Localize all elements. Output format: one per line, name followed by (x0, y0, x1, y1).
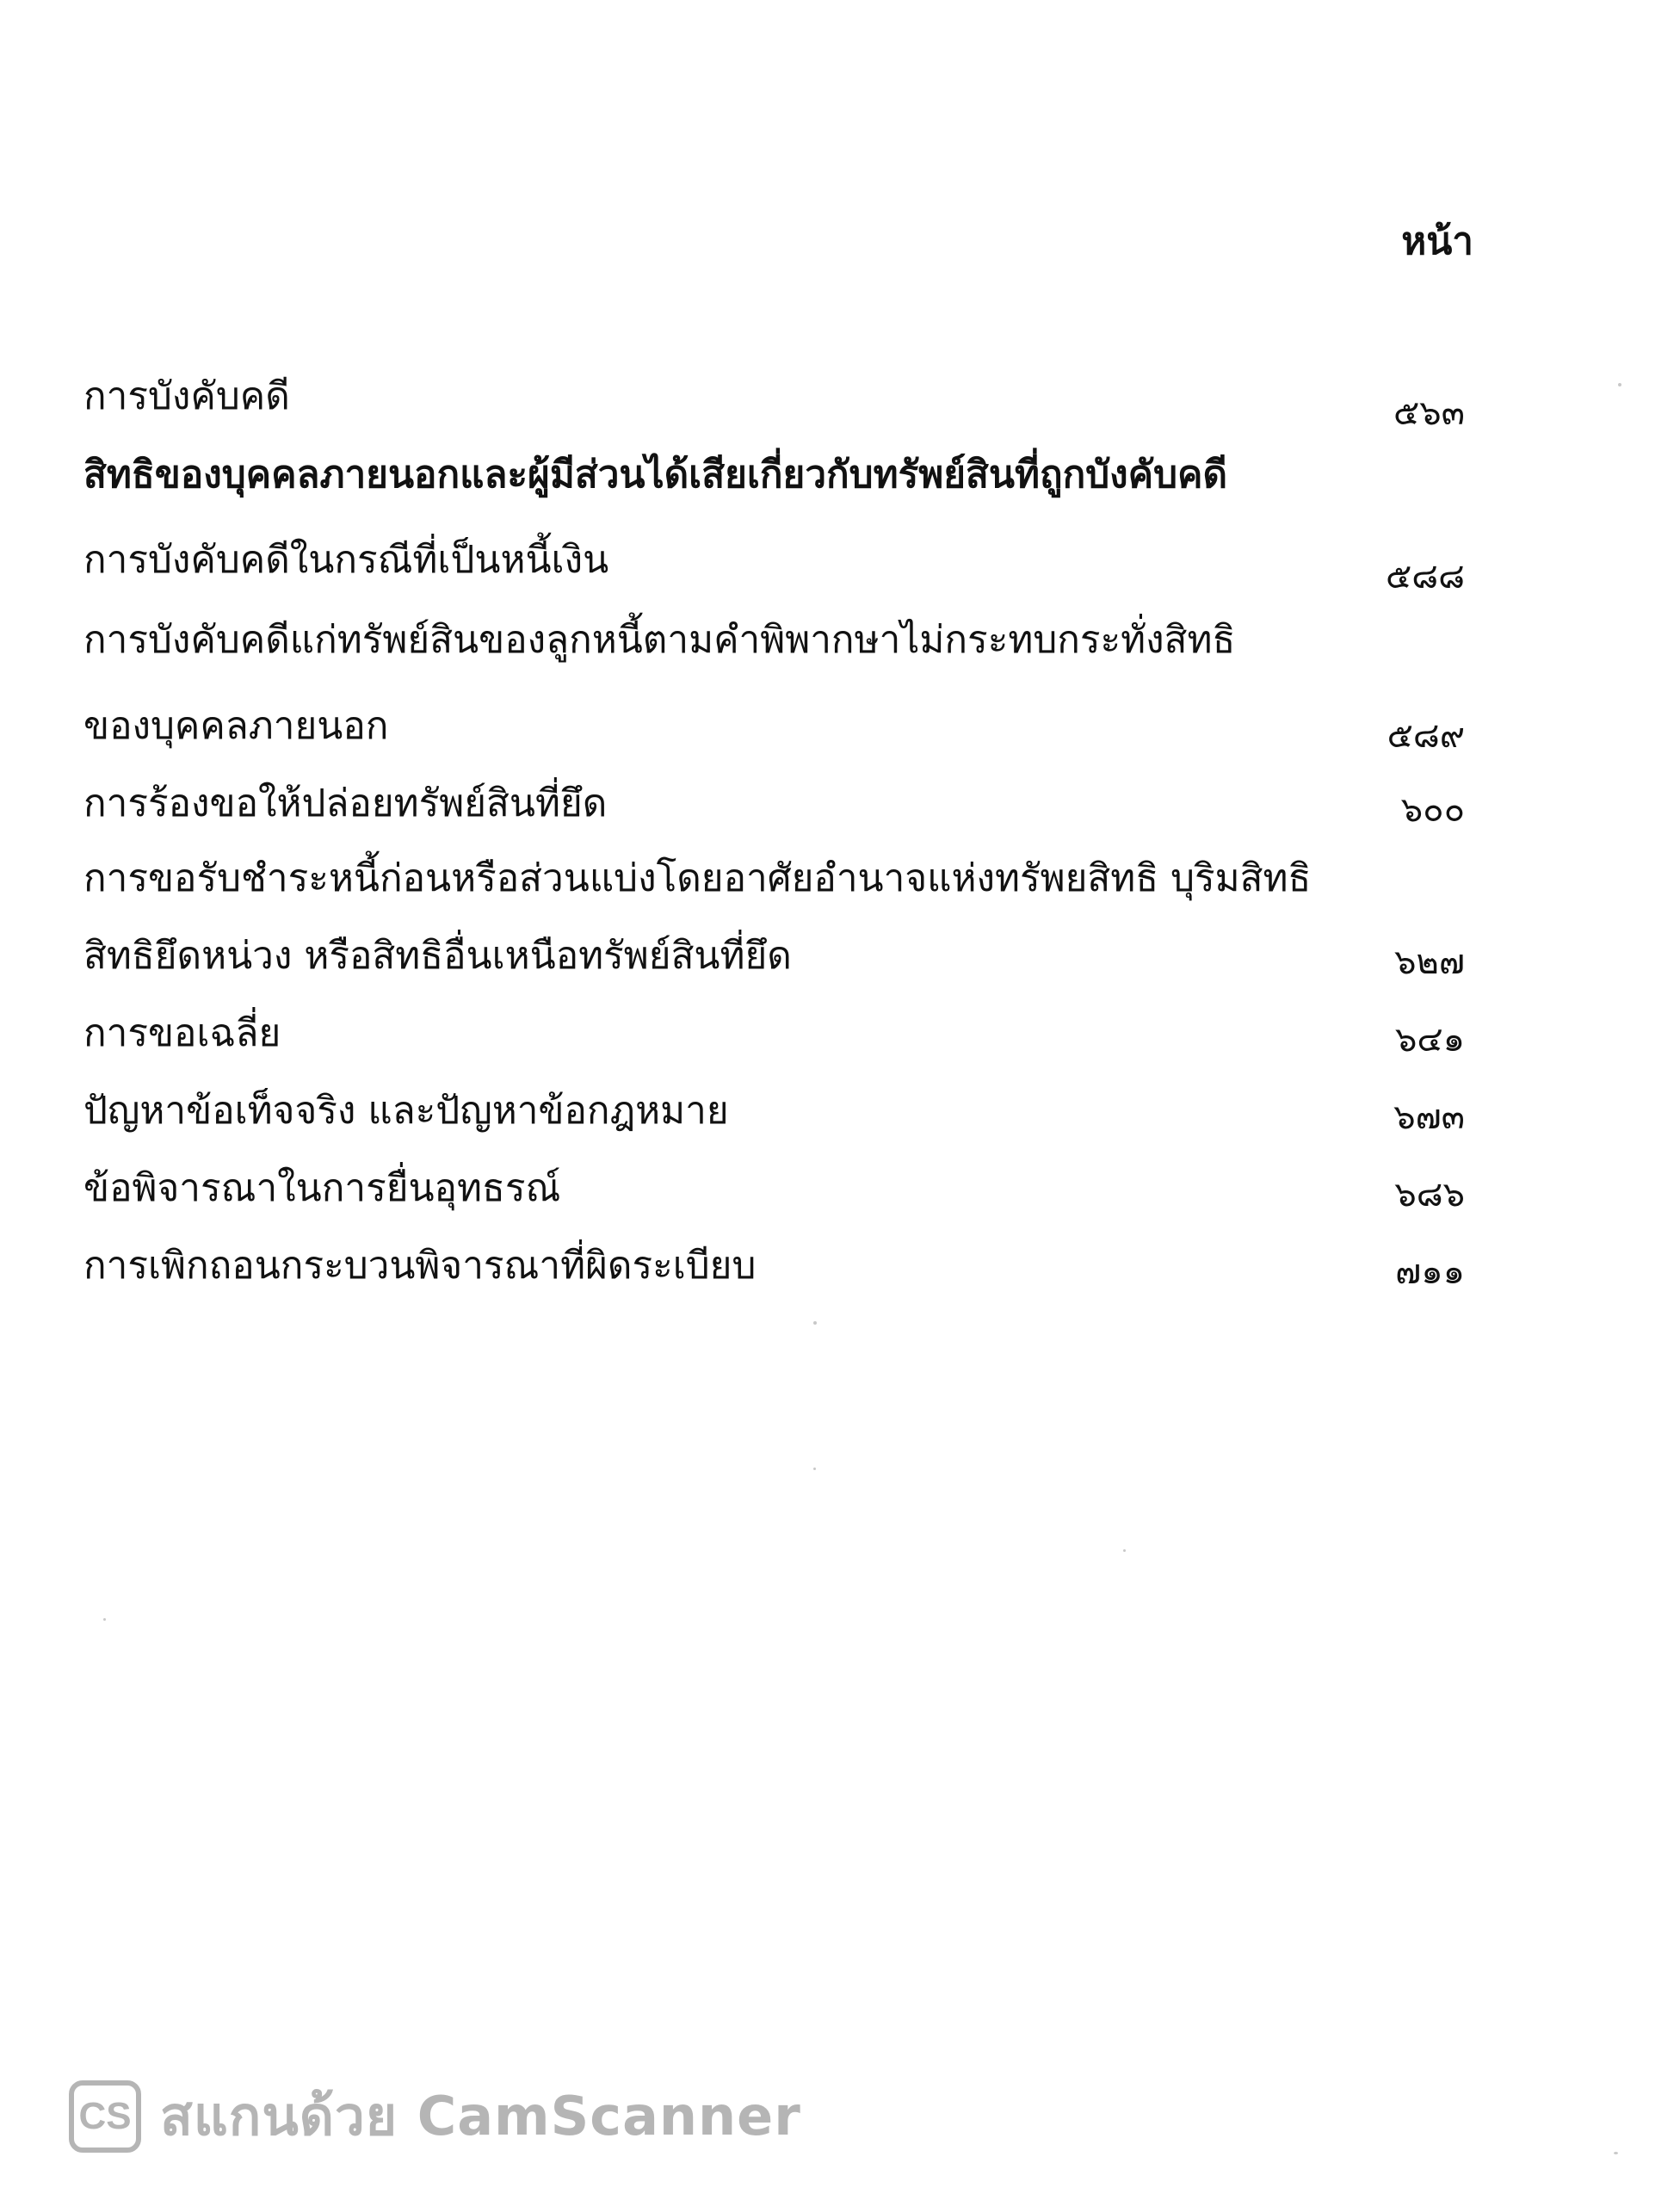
toc-entry-page: ๗๑๑ (1395, 1252, 1465, 1292)
toc-entry (83, 1235, 1465, 1295)
scan-speck (1614, 2152, 1618, 2154)
toc-entry-page: ๖๔๑ (1394, 1020, 1465, 1060)
toc-entry-title: การบังคับคดีแก่ทรัพย์สินของลูกหนี้ตามคำพิพากษาไม่กระทบกระทั่งสิทธิ (83, 618, 1236, 662)
toc-entry-title: สิทธิของบุคคลภายนอกและผู้มีส่วนได้เสียเกี่ยวกับทรัพย์สินที่ถูกบังคับคดี (83, 453, 1228, 497)
camscanner-watermark (69, 2074, 801, 2159)
scan-speck (103, 1618, 106, 1621)
toc-entry (83, 1158, 1465, 1218)
toc-entry-title: การขอรับชำระหนี้ก่อนหรือส่วนแบ่งโดยอาศัยอำนาจแห่งทรัพยสิทธิ บุริมสิทธิ (83, 856, 1312, 900)
camscanner-logo-icon: CS (69, 2080, 141, 2153)
toc-entry-title: การบังคับคดี (83, 374, 290, 418)
toc-entry-page: ๕๘๘ (1386, 557, 1465, 596)
toc-entry-page: ๖๒๗ (1394, 942, 1465, 982)
toc-entry (83, 366, 1465, 433)
watermark-text: สแกนด้วย CamScanner (160, 2085, 801, 2147)
toc-entry-page: ๕๖๓ (1393, 393, 1465, 433)
toc-entry-title: สิทธิยึดหน่วง หรือสิทธิอื่นเหนือทรัพย์สินที่ยึด (83, 934, 792, 978)
toc-entry (83, 773, 1465, 833)
toc-entry (83, 695, 1465, 756)
toc-entry (83, 1003, 1465, 1063)
toc-entry (83, 529, 1465, 596)
scan-speck (813, 1321, 817, 1325)
toc-entry-page: ๖๘๖ (1394, 1175, 1465, 1214)
toc-entry (83, 444, 1465, 504)
toc-entry-page: ๕๘๙ (1387, 716, 1465, 756)
toc-entry (83, 848, 1465, 908)
toc-entry-title: การขอเฉลี่ย (83, 1011, 281, 1055)
toc-entry-page: ๖๐๐ (1400, 790, 1465, 830)
toc-entry-title: การบังคับคดีในกรณีที่เป็นหนี้เงิน (83, 538, 609, 582)
scan-speck (813, 1468, 816, 1470)
toc-entry (83, 1080, 1465, 1140)
toc-entry-title: ปัญหาข้อเท็จจริง และปัญหาข้อกฎหมาย (83, 1089, 729, 1133)
toc-entry-title: ข้อพิจารณาในการยื่นอุทธรณ์ (83, 1166, 561, 1210)
toc-entry-page: ๖๗๓ (1393, 1097, 1465, 1137)
toc-entry-title: การร้องขอให้ปล่อยทรัพย์สินที่ยึด (83, 782, 608, 825)
scan-speck (1618, 383, 1621, 386)
toc-entry-title: ของบุคคลภายนอก (83, 704, 389, 748)
scan-speck (1123, 1549, 1126, 1552)
toc-entry (83, 609, 1465, 670)
page-number-header: หน้า (1401, 219, 1473, 263)
toc-entry-title: การเพิกถอนกระบวนพิจารณาที่ผิดระเบียบ (83, 1244, 757, 1288)
toc-entry (83, 925, 1465, 986)
